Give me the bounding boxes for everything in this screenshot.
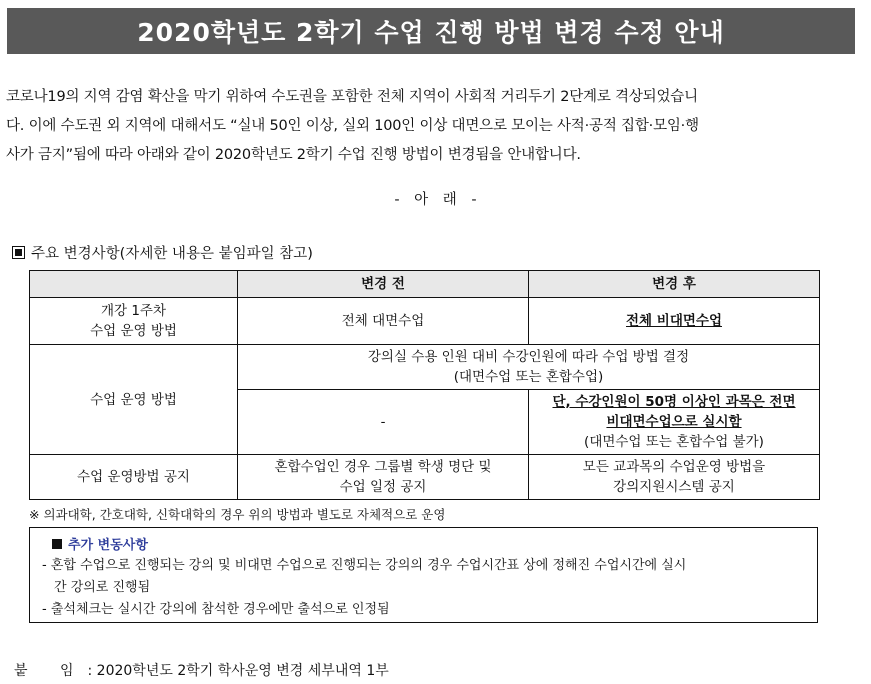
section-heading [12, 242, 313, 263]
filled-square-icon [12, 246, 25, 259]
additional-line: - 출석체크는 실시간 강의에 참석한 경우에만 출석으로 인정됨 [42, 602, 390, 617]
arae-divider: - 아 래 - [394, 192, 477, 208]
table-row [30, 455, 820, 500]
row-label [30, 298, 238, 345]
after-cell [529, 455, 820, 500]
additional-line: - 혼합 수업으로 진행되는 강의 및 비대면 수업으로 진행되는 강의의 경우 수업시간표 상에 정해진 수업시간에 실시 [42, 558, 687, 573]
changes-table [29, 270, 820, 500]
intro-line: 사가 금지”됨에 따라 아래와 같이 2020학년도 2학기 수업 진행 방법이 변경됨을 안내합니다. [6, 147, 581, 163]
footnote: ※ 의과대학, 간호대학, 신학대학의 경우 위의 방법과 별도로 자체적으로 운영 [29, 507, 446, 522]
before-cell: - [238, 390, 529, 455]
after-cell-line: 모든 교과목의 수업운영 방법을 [582, 459, 766, 475]
merged-cell [238, 345, 820, 390]
merged-cell-line: (대면수업 또는 혼합수업) [453, 369, 604, 385]
table-row [30, 345, 820, 390]
page-title: 2020학년도 2학기 수업 진행 방법 변경 수정 안내 [7, 8, 855, 54]
after-cell-line: 단, 수강인원이 50명 이상인 과목은 전면 [552, 394, 796, 410]
after-cell-line: 비대면수업으로 실시함 [606, 414, 742, 430]
after-cell-line: 강의지원시스템 공지 [613, 479, 735, 495]
filled-square-icon [52, 539, 62, 549]
merged-cell-line: 강의실 수용 인원 대비 수강인원에 따라 수업 방법 결정 [367, 349, 690, 365]
before-cell [238, 455, 529, 500]
attachment-text: : 2020학년도 2학기 학사운영 변경 세부내역 1부 [87, 663, 389, 679]
additional-changes-box [29, 527, 818, 623]
after-cell [529, 298, 820, 345]
row-label-line: 수업 운영 방법 [90, 323, 177, 339]
intro-line: 코로나19의 지역 감염 확산을 막기 위하여 수도권을 포함한 전체 지역이 사회적 거리두기 2단계로 격상되었습니 [6, 89, 698, 105]
section-heading-text: 주요 변경사항(자세한 내용은 붙임파일 참고) [31, 246, 313, 262]
intro-paragraph [6, 83, 866, 170]
header-empty [30, 271, 238, 298]
intro-line: 다. 이에 수도권 외 지역에 대해서도 “실내 50인 이상, 실외 100인 이상 대면으로 모이는 사적·공적 집합·모임·행 [6, 118, 699, 134]
attachment-label: 붙 임 [14, 663, 88, 679]
before-cell: 전체 대면수업 [238, 298, 529, 345]
additional-heading-text: 추가 변동사항 [68, 538, 148, 553]
row-label: 수업 운영 방법 [30, 345, 238, 455]
before-cell-line: 수업 일정 공지 [339, 479, 427, 495]
table-row [30, 298, 820, 345]
header-before: 변경 전 [238, 271, 529, 298]
table-header-row [30, 271, 820, 298]
attachment-line [14, 660, 389, 680]
after-cell-line: (대면수업 또는 혼합수업 불가) [584, 434, 764, 450]
row-label: 수업 운영방법 공지 [30, 455, 238, 500]
additional-heading [52, 534, 148, 553]
row-label-line: 개강 1주차 [100, 303, 167, 319]
before-cell-line: 혼합수업인 경우 그룹별 학생 명단 및 [274, 459, 492, 475]
header-after: 변경 후 [529, 271, 820, 298]
after-cell-text: 전체 비대면수업 [626, 313, 722, 329]
additional-line: 간 강의로 진행됨 [54, 580, 151, 595]
after-cell [529, 390, 820, 455]
